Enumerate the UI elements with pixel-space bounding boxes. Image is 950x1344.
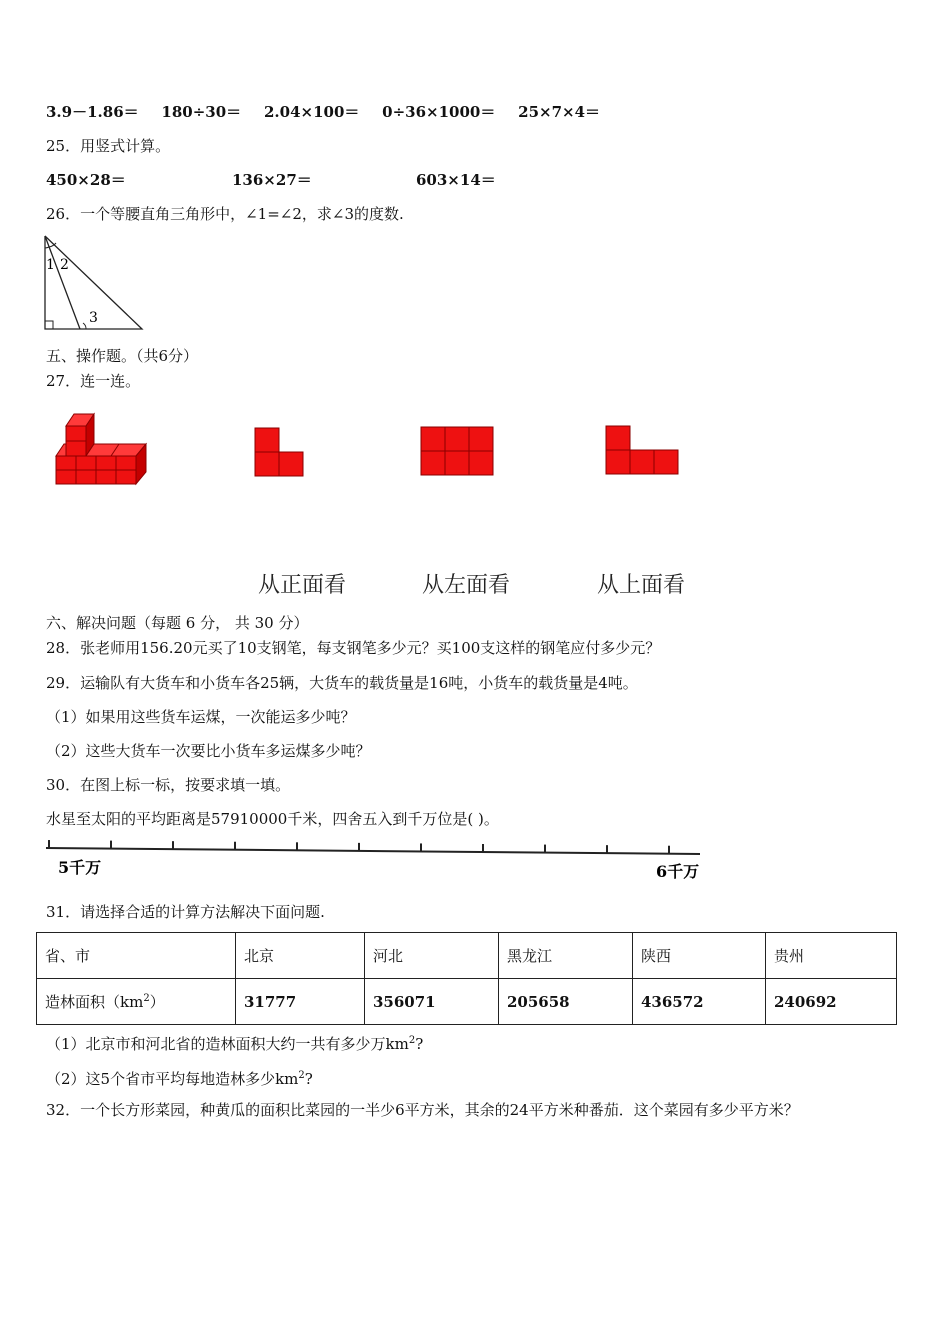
number-line-start-label: 5千万 — [58, 858, 102, 877]
q31-sub2-end: ? — [304, 1070, 313, 1088]
q30-text: 水星至太阳的平均距离是57910000千米，四舍五入到千万位是( )。 — [46, 810, 499, 828]
view-label-front: 从正面看 — [258, 573, 347, 598]
forest-area-table — [36, 932, 897, 1025]
vertical-calc-item: 450×28＝ — [46, 171, 126, 189]
oral-calc-item: 0÷36×1000＝ — [382, 103, 496, 121]
q27-title: 27．连一连。 — [46, 372, 141, 390]
table-header-cell: 黑龙江 — [499, 933, 633, 979]
q31-sub2 — [46, 1066, 313, 1089]
q29-title: 29．运输队有大货车和小货车各25辆，大货车的载货量是16吨，小货车的载货量是4吨。 — [46, 674, 638, 692]
vertical-calc-item: 136×27＝ — [232, 171, 312, 189]
table-header-row — [37, 933, 897, 979]
q31-sub1-sup: 2 — [408, 1035, 416, 1046]
oral-calc-item: 25×7×4＝ — [518, 103, 601, 121]
table-row — [37, 979, 897, 1025]
number-line — [44, 840, 704, 885]
section-5-heading: 五、操作题。（共6分） — [46, 347, 199, 365]
q31-sub2-sup: 2 — [298, 1070, 305, 1081]
q32-text: 32．一个长方形菜园，种黄瓜的面积比菜园的一半少6平方米，其余的24平方米种番茄．这个菜园有多少平方米？ — [46, 1101, 799, 1119]
q30-title: 30．在图上标一标，按要求填一填。 — [46, 776, 291, 794]
q28-text: 28．张老师用156.20元买了10支钢笔，每支钢笔多少元？买100支这样的钢笔应付多少元？ — [46, 639, 661, 657]
table-cell: 31777 — [236, 979, 365, 1025]
view-label-left: 从左面看 — [422, 573, 511, 598]
q31-sub1 — [46, 1031, 423, 1054]
table-header-cell: 省、市 — [37, 933, 236, 979]
view-l-shape — [253, 426, 307, 480]
q31-sub2-text: （2）这5个省市平均每地造林多少km — [46, 1070, 299, 1088]
section-6-heading: 六、解决问题（每题 6 分， 共 30 分） — [46, 614, 309, 632]
right-triangle-figure — [40, 232, 150, 334]
table-cell: 205658 — [499, 979, 633, 1025]
oral-calc-item: 180÷30＝ — [161, 103, 242, 121]
table-cell: 356071 — [365, 979, 499, 1025]
q31-sub1-text: （1）北京市和河北省的造林面积大约一共有多少万km — [46, 1035, 409, 1053]
row-label-text: 造林面积（km — [45, 993, 144, 1011]
q29-sub2: （2）这些大货车一次要比小货车多运煤多少吨？ — [46, 742, 371, 760]
row-label-sup: 2 — [143, 993, 150, 1004]
view-wide-l-shape — [604, 424, 682, 478]
vertical-calc-item: 603×14＝ — [416, 171, 496, 189]
table-cell: 240692 — [766, 979, 897, 1025]
angle-label-3: 3 — [89, 310, 98, 326]
table-header-cell: 北京 — [236, 933, 365, 979]
view-rectangle — [419, 425, 497, 479]
table-header-cell: 陕西 — [633, 933, 766, 979]
q25-title: 25．用竖式计算。 — [46, 137, 171, 155]
angle-label-1: 1 — [46, 257, 55, 273]
view-label-top: 从上面看 — [597, 573, 686, 598]
row-label-end: ） — [149, 993, 165, 1011]
cube-solid-figure — [52, 410, 152, 488]
oral-calc-item: 2.04×100＝ — [263, 103, 360, 121]
angle-label-2: 2 — [60, 257, 69, 273]
table-row-label — [37, 979, 236, 1025]
oral-calc-row — [46, 102, 618, 122]
oral-calc-item: 3.9－1.86＝ — [46, 103, 139, 121]
q31-title: 31．请选择合适的计算方法解决下面问题. — [46, 903, 325, 921]
q26-title: 26．一个等腰直角三角形中，∠1=∠2，求∠3的度数. — [46, 205, 404, 223]
table-cell: 436572 — [633, 979, 766, 1025]
q29-sub1: （1）如果用这些货车运煤，一次能运多少吨？ — [46, 708, 356, 726]
table-header-cell: 河北 — [365, 933, 499, 979]
table-header-cell: 贵州 — [766, 933, 897, 979]
number-line-axis — [46, 848, 700, 854]
q31-sub1-end: ? — [415, 1035, 424, 1053]
number-line-end-label: 6千万 — [656, 862, 700, 881]
